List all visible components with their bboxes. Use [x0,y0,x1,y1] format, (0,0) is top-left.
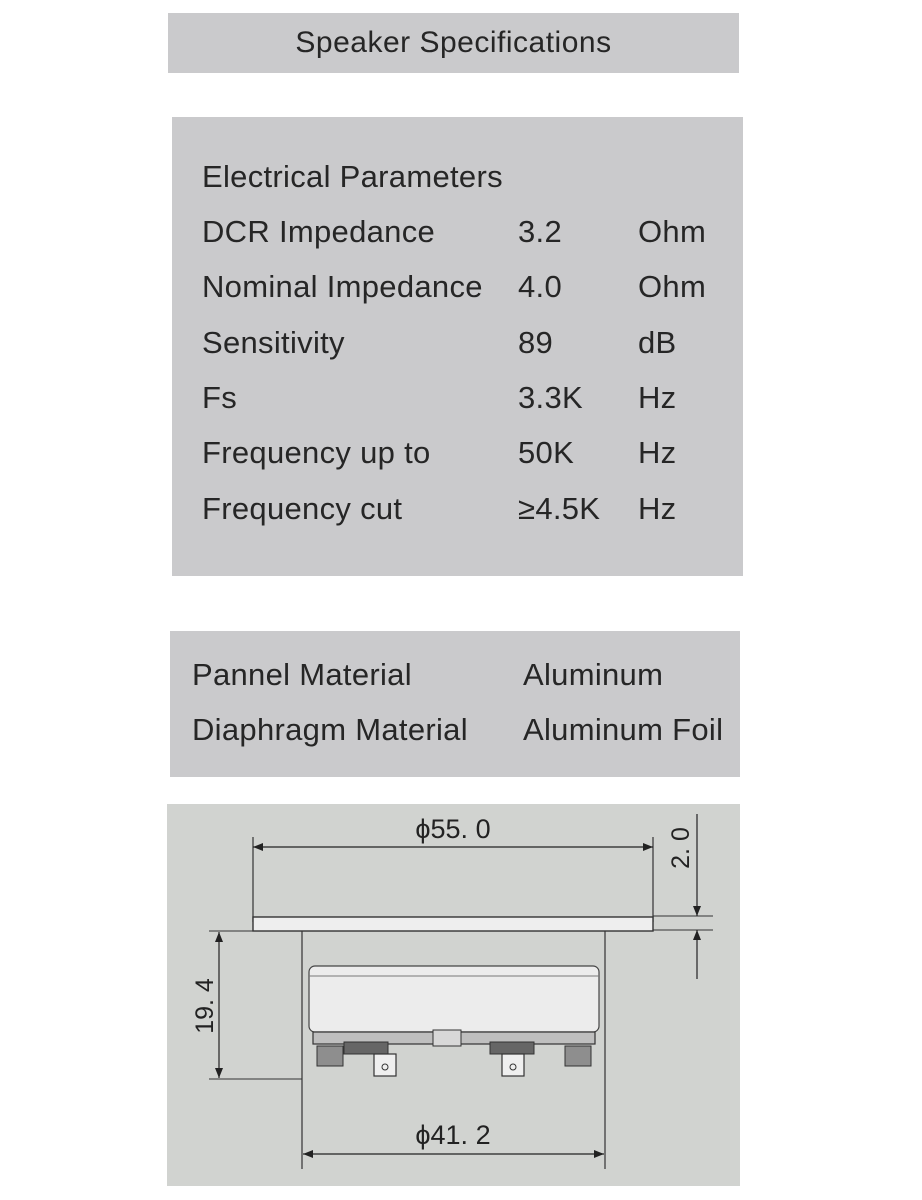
spec-unit: dB [638,325,677,360]
height-dimension [191,931,302,1079]
spec-name: Frequency up to [202,435,431,470]
electrical-parameters-heading: Electrical Parameters [202,159,503,194]
spec-value: 89 [518,325,554,360]
speaker-body-shape [302,931,605,1079]
materials-panel [170,631,740,777]
spec-unit: Hz [638,491,677,526]
bottom-diameter-dimension [302,1079,605,1169]
spec-row [172,325,743,365]
electrical-parameters-panel [172,117,743,576]
spec-unit: Ohm [638,269,707,304]
spec-name: Frequency cut [202,491,403,526]
spec-unit: Ohm [638,214,707,249]
height-label: 19. 4 [191,978,219,1034]
bottom-diameter-label: ϕ41. 2 [415,1120,491,1150]
speaker-dimension-drawing [167,804,740,1186]
spec-row [172,435,743,475]
spec-row [172,380,743,420]
spec-unit: Hz [638,435,677,470]
spec-name: Nominal Impedance [202,269,483,304]
material-value: Aluminum Foil [523,712,724,747]
material-name: Pannel Material [192,657,412,692]
spec-value: 3.3K [518,380,583,415]
spec-name: DCR Impedance [202,214,436,249]
dimension-drawing-panel [167,804,740,1186]
front-panel-shape [253,917,653,931]
spec-value: 4.0 [518,269,562,304]
spec-value: 3.2 [518,214,562,249]
top-diameter-label: ϕ55. 0 [415,814,491,844]
spec-unit: Hz [638,380,677,415]
title-banner [168,13,739,73]
spec-row [172,491,743,531]
spec-value: 50K [518,435,575,470]
panel-thickness-dimension [653,814,713,979]
page-title: Speaker Specifications [295,26,612,59]
material-value: Aluminum [523,657,664,692]
spec-name: Fs [202,380,238,415]
panel-thickness-label: 2. 0 [667,827,695,869]
spec-row [172,214,743,254]
material-name: Diaphragm Material [192,712,468,747]
spec-name: Sensitivity [202,325,345,360]
spec-row [172,269,743,309]
spec-value: ≥4.5K [518,491,601,526]
top-diameter-dimension [253,814,653,922]
